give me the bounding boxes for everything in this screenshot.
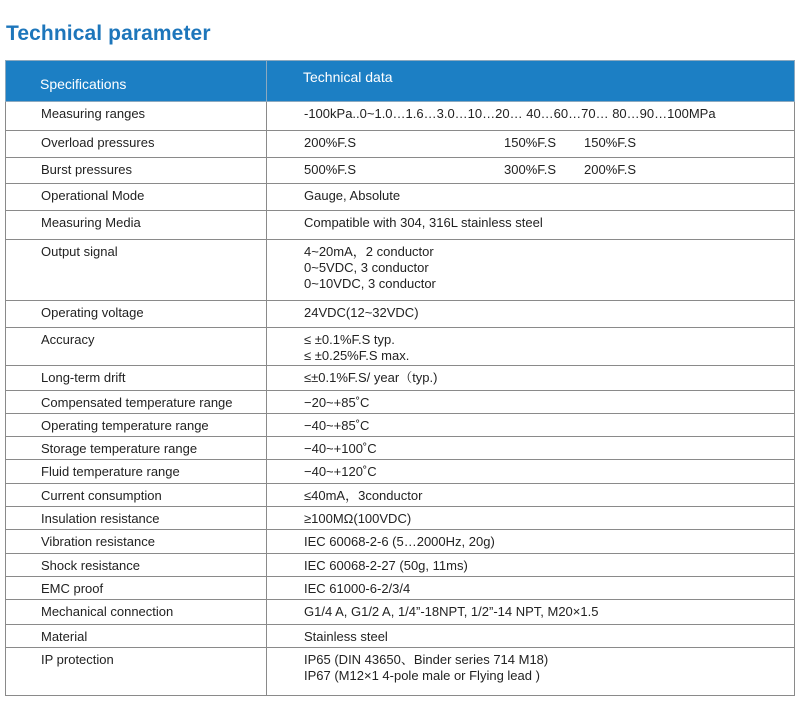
spec-value-line: 24VDC(12~32VDC)	[304, 305, 419, 320]
spec-label: Shock resistance	[6, 554, 267, 577]
spec-value-line: 0~5VDC, 3 conductor	[304, 260, 429, 275]
spec-value-line: 4~20mA，2 conductor	[304, 244, 434, 259]
spec-label: Storage temperature range	[6, 437, 267, 460]
spec-label: Mechanical connection	[6, 600, 267, 625]
spec-value	[267, 391, 795, 414]
spec-value-line: -100kPa..0~1.0…1.6…3.0…10…20… 40…60…70… 80…90…100MPa	[304, 106, 716, 121]
column-header-technical-data: Technical data	[267, 61, 795, 102]
spec-label: Burst pressures	[6, 158, 267, 184]
spec-value-line: IEC 60068-2-6 (5…2000Hz, 20g)	[304, 534, 495, 549]
table-row	[6, 240, 795, 301]
table-row	[6, 625, 795, 648]
spec-value	[267, 600, 795, 625]
spec-label: Material	[6, 625, 267, 648]
spec-value-line: IEC 60068-2-27 (50g, 11ms)	[304, 558, 468, 573]
spec-label: Output signal	[6, 240, 267, 301]
spec-value	[267, 577, 795, 600]
spec-value-line: −20~+85˚C	[304, 395, 370, 410]
table-row	[6, 648, 795, 696]
spec-value	[267, 328, 795, 366]
table-row	[6, 184, 795, 211]
spec-label: Insulation resistance	[6, 507, 267, 530]
spec-label: Vibration resistance	[6, 530, 267, 554]
spec-value-line: −40~+120˚C	[304, 464, 377, 479]
spec-value	[267, 507, 795, 530]
spec-value-line: ≤ ±0.1%F.S typ.	[304, 332, 395, 347]
spec-value-part: 150%F.S	[504, 135, 557, 150]
spec-label: EMC proof	[6, 577, 267, 600]
spec-value-line: G1/4 A, G1/2 A, 1/4”-18NPT, 1/2”-14 NPT, M20×1.5	[304, 604, 599, 619]
spec-label: Long-term drift	[6, 366, 267, 391]
spec-label: Compensated temperature range	[6, 391, 267, 414]
spec-label: Accuracy	[6, 328, 267, 366]
spec-table	[5, 60, 795, 696]
spec-value-line: IEC 61000-6-2/3/4	[304, 581, 411, 596]
spec-value-line: ≤40mA，3conductor	[304, 488, 423, 503]
spec-label: Operational Mode	[6, 184, 267, 211]
spec-value	[267, 184, 795, 211]
table-row	[6, 437, 795, 460]
column-header-specifications: Specifications	[6, 61, 267, 102]
spec-value-part: 500%F.S	[304, 162, 357, 177]
table-row	[6, 366, 795, 391]
table-header-row	[6, 61, 795, 102]
spec-value	[267, 530, 795, 554]
spec-value	[267, 158, 795, 184]
spec-value-part: 150%F.S	[584, 135, 637, 150]
spec-value-line: ≤±0.1%F.S/ year（typ.)	[304, 370, 438, 385]
spec-value-part: 200%F.S	[304, 135, 357, 150]
spec-label: IP protection	[6, 648, 267, 696]
spec-value	[267, 414, 795, 437]
table-row	[6, 158, 795, 184]
spec-value-line: IP65 (DIN 43650、Binder series 714 M18)	[304, 652, 549, 667]
table-row	[6, 460, 795, 484]
table-row	[6, 131, 795, 158]
spec-value-line: ≥100MΩ(100VDC)	[304, 511, 412, 526]
spec-value-line: Stainless steel	[304, 629, 388, 644]
table-row	[6, 102, 795, 131]
spec-label: Overload pressures	[6, 131, 267, 158]
spec-label: Operating voltage	[6, 301, 267, 328]
spec-value	[267, 366, 795, 391]
spec-label: Fluid temperature range	[6, 460, 267, 484]
spec-value	[267, 625, 795, 648]
spec-label: Measuring Media	[6, 211, 267, 240]
table-row	[6, 391, 795, 414]
table-row	[6, 600, 795, 625]
table-row	[6, 301, 795, 328]
spec-label: Operating temperature range	[6, 414, 267, 437]
table-row	[6, 554, 795, 577]
spec-value	[267, 211, 795, 240]
spec-value-line: Gauge, Absolute	[304, 188, 401, 203]
table-row	[6, 577, 795, 600]
page-title: Technical parameter	[6, 22, 211, 45]
spec-value	[267, 437, 795, 460]
table-row	[6, 530, 795, 554]
spec-value	[267, 554, 795, 577]
spec-value	[267, 648, 795, 696]
spec-value-line: −40~+100˚C	[304, 441, 377, 456]
spec-value	[267, 131, 795, 158]
table-row	[6, 484, 795, 507]
spec-value-part: 300%F.S	[504, 162, 557, 177]
spec-value-line: IP67 (M12×1 4-pole male or Flying lead )	[304, 668, 540, 683]
spec-label: Current consumption	[6, 484, 267, 507]
table-row	[6, 414, 795, 437]
spec-value-line: 0~10VDC, 3 conductor	[304, 276, 436, 291]
spec-value	[267, 460, 795, 484]
spec-value	[267, 484, 795, 507]
spec-value	[267, 240, 795, 301]
spec-value-line: ≤ ±0.25%F.S max.	[304, 348, 410, 363]
table-row	[6, 507, 795, 530]
spec-value	[267, 301, 795, 328]
spec-value-part: 200%F.S	[584, 162, 637, 177]
spec-label: Measuring ranges	[6, 102, 267, 131]
table-row	[6, 211, 795, 240]
spec-value	[267, 102, 795, 131]
spec-value-line: Compatible with 304, 316L stainless steel	[304, 215, 543, 230]
table-row	[6, 328, 795, 366]
spec-value-line: −40~+85˚C	[304, 418, 370, 433]
